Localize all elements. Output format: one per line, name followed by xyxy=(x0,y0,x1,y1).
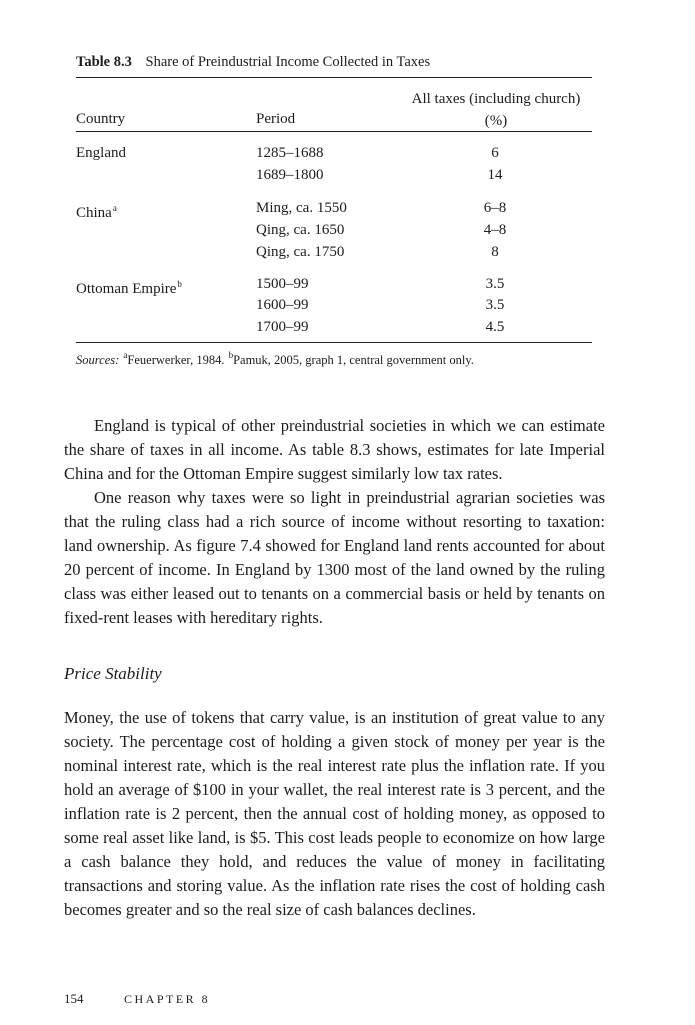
value-cell: 14 xyxy=(487,167,503,183)
footnote-marker: b xyxy=(177,279,182,289)
sources-label: Sources: xyxy=(76,353,120,367)
footnote-marker: a xyxy=(123,350,128,360)
footnote-marker: a xyxy=(112,203,117,213)
table-bottom-rule xyxy=(76,342,592,343)
value-cell: 6 xyxy=(491,145,499,161)
value-cell: 3.5 xyxy=(485,297,505,313)
period-cell: Qing, ca. 1750 xyxy=(256,244,345,260)
footnote-marker: b xyxy=(228,350,234,360)
value-cell: 8 xyxy=(491,244,499,260)
header-taxes-line1: All taxes (including church) xyxy=(411,91,581,107)
value-cell: 4.5 xyxy=(485,319,505,335)
table-number: Table 8.3 xyxy=(76,54,132,70)
header-period: Period xyxy=(256,111,296,127)
header-taxes xyxy=(400,88,592,132)
table-header-rule xyxy=(76,131,592,132)
table-title xyxy=(76,54,430,71)
period-cell: Ming, ca. 1550 xyxy=(256,200,347,216)
header-taxes-line2: (%) xyxy=(484,113,508,129)
value-cell: 4–8 xyxy=(483,222,507,238)
country-name: China xyxy=(76,205,112,221)
country-name: Ottoman Empire xyxy=(76,281,177,297)
table-caption: Share of Preindustrial Income Collected in Taxes xyxy=(145,54,431,70)
period-cell: 1500–99 xyxy=(256,276,309,292)
source-b: Pamuk, 2005, graph 1, central government only. xyxy=(233,353,474,367)
table-sources xyxy=(76,350,474,368)
table-top-rule xyxy=(76,77,592,78)
country-name: England xyxy=(76,145,126,161)
period-cell: 1285–1688 xyxy=(256,145,324,161)
value-cell: 6–8 xyxy=(483,200,507,216)
value-cell: 3.5 xyxy=(485,276,505,292)
period-cell: Qing, ca. 1650 xyxy=(256,222,345,238)
running-footer-chapter: CHAPTER 8 xyxy=(124,992,211,1006)
period-cell: 1700–99 xyxy=(256,319,309,335)
paragraph: One reason why taxes were so light in preindustrial agrarian societies was that the ruling class had a rich source of income without resorting to taxation: land ownership. As figure 7.4 showed for England land rents accounted for about 20 percent of income. In England by 1300 most of the land owned by the ruling class was either leased out to tenants on a commercial basis or held by tenants on fixed-rent leases with hereditary rights. xyxy=(64,488,605,627)
country-ottoman-empire xyxy=(76,273,182,300)
section-heading: Price Stability xyxy=(64,664,162,683)
country-england xyxy=(76,142,126,164)
period-cell: 1600–99 xyxy=(256,297,309,313)
paragraph: England is typical of other preindustrial societies in which we can estimate the share of taxes in all income. As table 8.3 shows, estimates for late Imperial China and for the Ottoman Empire suggest similarly low tax rates. xyxy=(64,416,605,483)
period-cell: 1689–1800 xyxy=(256,167,324,183)
paragraph: Money, the use of tokens that carry value, is an institution of great value to any society. The percentage cost of holding a given stock of money per year is the nominal interest rate, which is the real interest rate plus the inflation rate. If you hold an average of $100 in your wallet, the real interest rate is 3 percent, and the inflation rate is 2 percent, then the annual cost of holding money, as opposed to some real asset like land, is $5. This cost leads people to economize on how large a cash balance they hold, and reduces the value of money in facilitating transactions and storing value. As the inflation rate rises the cost of holding cash becomes greater and so the real size of cash balances declines. xyxy=(64,708,605,919)
source-a: Feuerwerker, 1984. xyxy=(127,353,228,367)
country-china xyxy=(76,197,117,224)
header-country: Country xyxy=(76,111,126,127)
page-number: 154 xyxy=(64,991,84,1006)
